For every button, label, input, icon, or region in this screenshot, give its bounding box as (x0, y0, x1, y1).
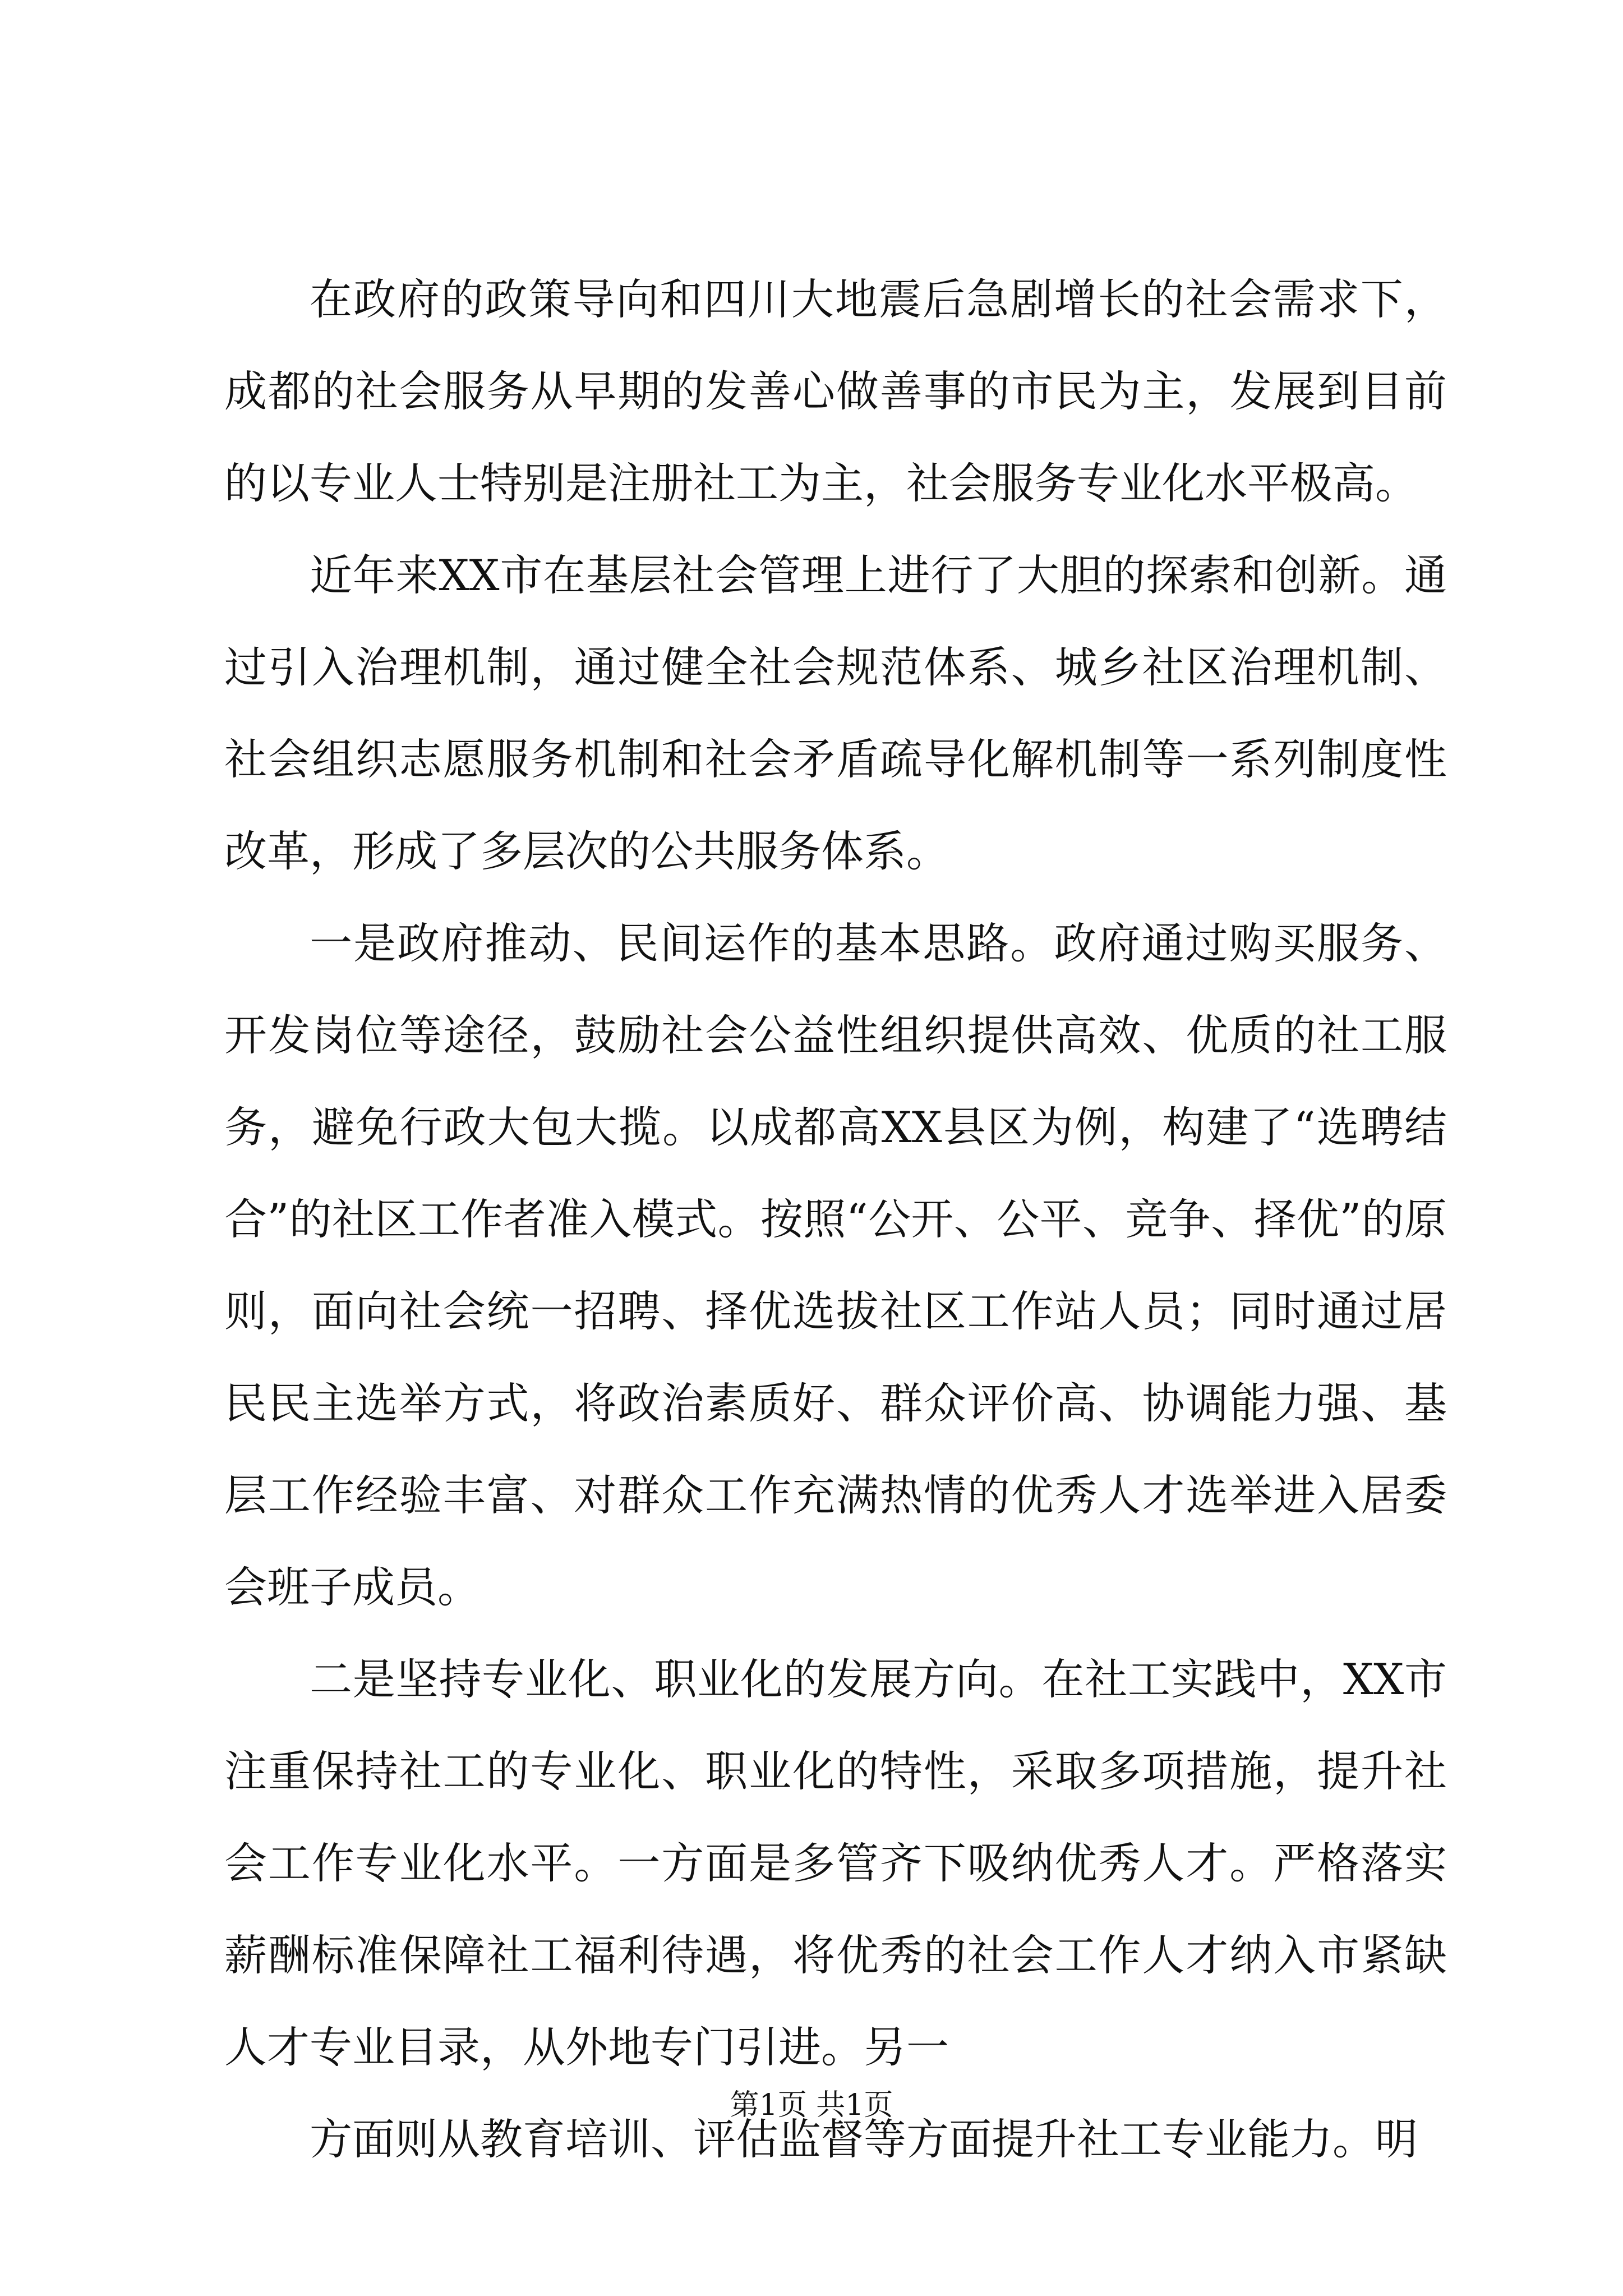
document-body (224, 254, 1447, 2185)
paragraph-3: 一是政府推动、民间运作的基本思路。政府通过购买服务、开发岗位等途径，鼓励社会公益性组织提供高效、优质的社工服务，避免行政大包大揽。以成都高XX县区为例，构建了“选聘结合”的社区工作者准入模式。按照“公开、公平、竞争、择优”的原则，面向社会统一招聘、择优选拔社区工作站人员；同时通过居民民主选举方式，将政治素质好、群众评价高、协调能力强、基层工作经验丰富、对群众工作充满热情的优秀人才选举进入居委会班子成员。 (224, 918, 1447, 1612)
paragraph-5: 方面则从教育培训、评估监督等方面提升社工专业能力。明 (310, 2114, 1418, 2164)
paragraph-4: 二是坚持专业化、职业化的发展方向。在社工实践中，XX市注重保持社工的专业化、职业化的特性，采取多项措施，提升社会工作专业化水平。一方面是多管齐下吸纳优秀人才。严格落实薪酬标准保障社工福利待遇，将优秀的社会工作人才纳入市紧缺人才专业目录，从外地专门引进。另一 (224, 1654, 1447, 2072)
page-footer: 第1页 共1页 (730, 2088, 893, 2122)
paragraph-1: 在政府的政策导向和四川大地震后急剧增长的社会需求下，成都的社会服务从早期的发善心做善事的市民为主，发展到目前的以专业人士特别是注册社工为主，社会服务专业化水平极高。 (224, 274, 1447, 508)
paragraph-2: 近年来XX市在基层社会管理上进行了大胆的探索和创新。通过引入治理机制，通过健全社会规范体系、城乡社区治理机制、社会组织志愿服务机制和社会矛盾疏导化解机制等一系列制度性改革，形成了多层次的公共服务体系。 (224, 550, 1447, 876)
